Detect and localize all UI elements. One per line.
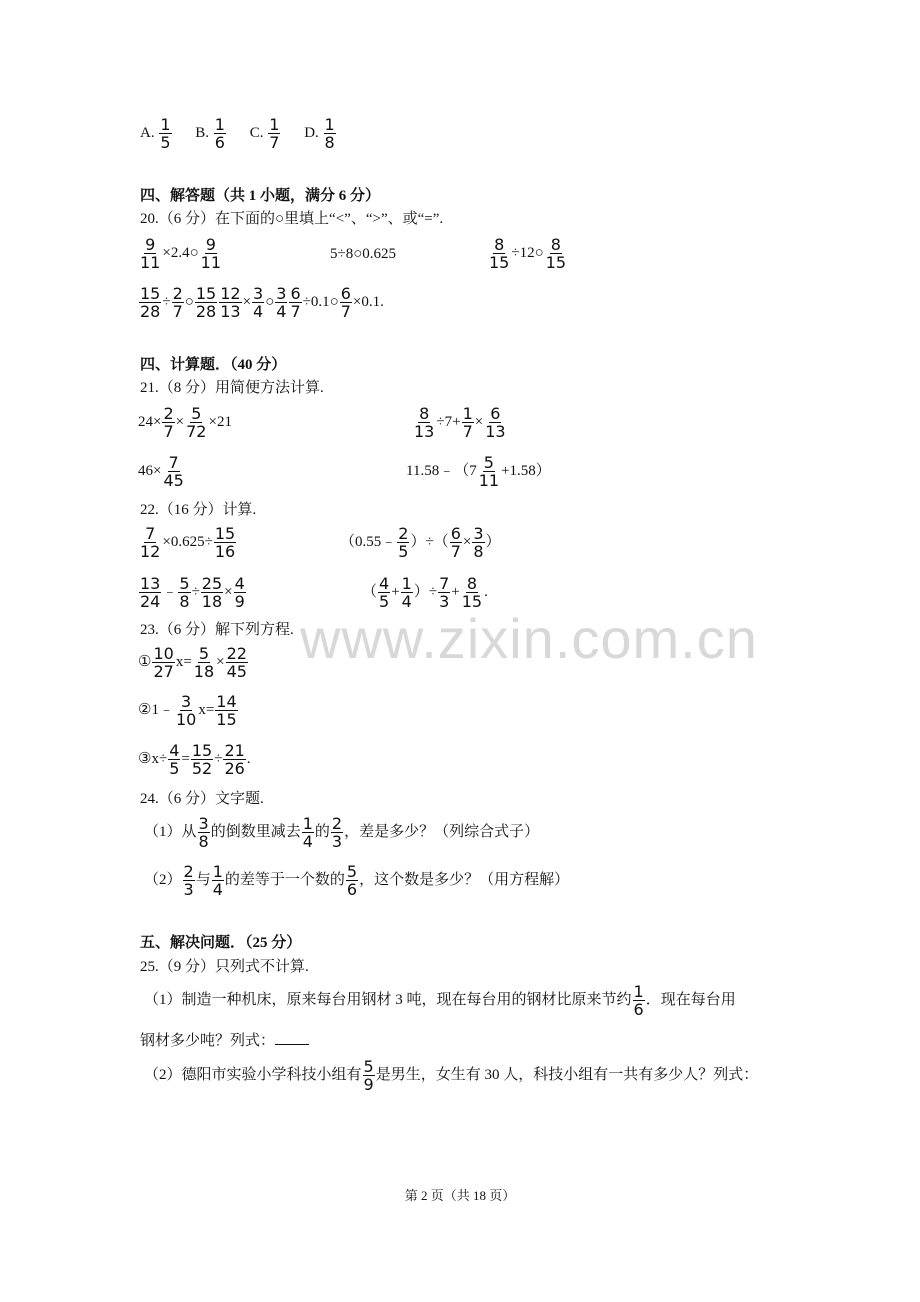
option-a-fraction: $\frac{1}{5}$ <box>160 115 171 152</box>
section-4a-title: 四、解答题（共 1 小题，满分 6 分） <box>140 188 381 204</box>
q23-expr-3: ③x÷ $\frac{4}{5}$ = $\frac{15}{52}$ ÷ $\frac{21}{26}$ . <box>138 741 251 778</box>
q25-text: 25.（9 分）只列式不计算. <box>140 959 309 975</box>
option-d-label: D. <box>304 124 319 141</box>
option-b-fraction: $\frac{1}{6}$ <box>214 115 225 152</box>
q21-expr-2: $\frac{8}{13}$ ÷7+ $\frac{1}{7}$ × $\frac{6}{13}$ <box>414 404 506 441</box>
q21-expr-4: 11.58﹣（7 $\frac{5}{11}$ +1.58） <box>406 453 551 490</box>
q22-expr-4: （ $\frac{4}{5}$ + $\frac{1}{4}$ ）÷ $\frac{7}{3}$ + $\frac{8}{15}$ . <box>362 574 488 611</box>
option-c-fraction: $\frac{1}{7}$ <box>269 115 280 152</box>
q22-expr-1: $\frac{7}{12}$ ×0.625÷ $\frac{15}{16}$ <box>140 524 236 561</box>
section-5-title: 五、解决问题．（25 分） <box>140 935 302 951</box>
q24-text: 24.（6 分）文字题. <box>140 791 264 807</box>
q20-expr-row-2: $\frac{15}{28}$ ÷ $\frac{2}{7}$ ○ $\frac{15}{28}$ $\frac{12}{13}$ × $\frac{3}{4}$ ○ $\frac{3}{4}$ $\frac{6}{7}$ ÷0.1○ $\frac{6}{7}$ ×0.1. <box>140 284 384 321</box>
section-4b-title: 四、计算题．（40 分） <box>140 357 287 373</box>
option-c-label: C. <box>249 124 264 141</box>
page-footer: 第 2 页（共 18 页） <box>404 1188 516 1203</box>
option-d-fraction: $\frac{1}{8}$ <box>324 115 335 152</box>
q23-expr-2: ②1﹣ $\frac{3}{10}$ x= $\frac{14}{15}$ <box>138 692 237 729</box>
q25-part-1-line-2: 钢材多少吨？列式： <box>140 1030 309 1051</box>
q22-text: 22.（16 分）计算. <box>140 502 257 518</box>
q19-options <box>140 116 337 151</box>
answer-blank[interactable] <box>275 1030 309 1045</box>
q20-expr-1: $\frac{9}{11}$ ×2.4○ $\frac{9}{11}$ <box>140 235 221 272</box>
q21-expr-1: 24× $\frac{2}{7}$ × $\frac{5}{72}$ ×21 <box>138 404 232 441</box>
q21-text: 21.（8 分）用简便方法计算. <box>140 380 324 396</box>
q20-expr-3: $\frac{8}{15}$ ÷12○ $\frac{8}{15}$ <box>489 235 567 272</box>
q25-part-2: （2）德阳市实验小学科技小组有 $\frac{5}{9}$ 是男生，女生有 30 人，科技小组有一共有多少人？列式： <box>144 1057 759 1094</box>
option-a-label: A. <box>140 124 155 141</box>
option-b-label: B. <box>195 124 210 141</box>
q22-expr-3: $\frac{13}{24}$ ﹣ $\frac{5}{8}$ ÷ $\frac{25}{18}$ × $\frac{4}{9}$ <box>140 574 245 611</box>
q24-part-2: （2） $\frac{2}{3}$ 与 $\frac{1}{4}$ 的差等于一个数的 $\frac{5}{6}$ ，这个数是多少？（用方程解） <box>144 862 570 899</box>
q20-text: 20.（6 分）在下面的○里填上“<”、“>”、或“=”. <box>140 211 444 227</box>
q23-expr-1: ① $\frac{10}{27}$ x= $\frac{5}{18}$ × $\frac{22}{45}$ <box>138 644 247 681</box>
q24-part-1: （1）从 $\frac{3}{8}$ 的倒数里减去 $\frac{1}{4}$ 的 $\frac{2}{3}$ ，差是多少？（列综合式子） <box>144 814 540 851</box>
q23-text: 23.（6 分）解下列方程. <box>140 622 294 638</box>
q22-expr-2: （0.55﹣ $\frac{2}{5}$ ）÷（ $\frac{6}{7}$ × $\frac{3}{8}$ ） <box>340 524 501 561</box>
q21-expr-3: 46× $\frac{7}{45}$ <box>138 453 184 490</box>
watermark: www.zixin.com.cn <box>300 607 758 670</box>
q25-part-1-line-1: （1）制造一种机床，原来每台用钢材 3 吨，现在每台用的钢材比原来节约 $\frac{1}{6}$ ．现在每台用 <box>144 982 736 1019</box>
q20-expr-2: 5÷8○0.625 <box>330 246 397 262</box>
